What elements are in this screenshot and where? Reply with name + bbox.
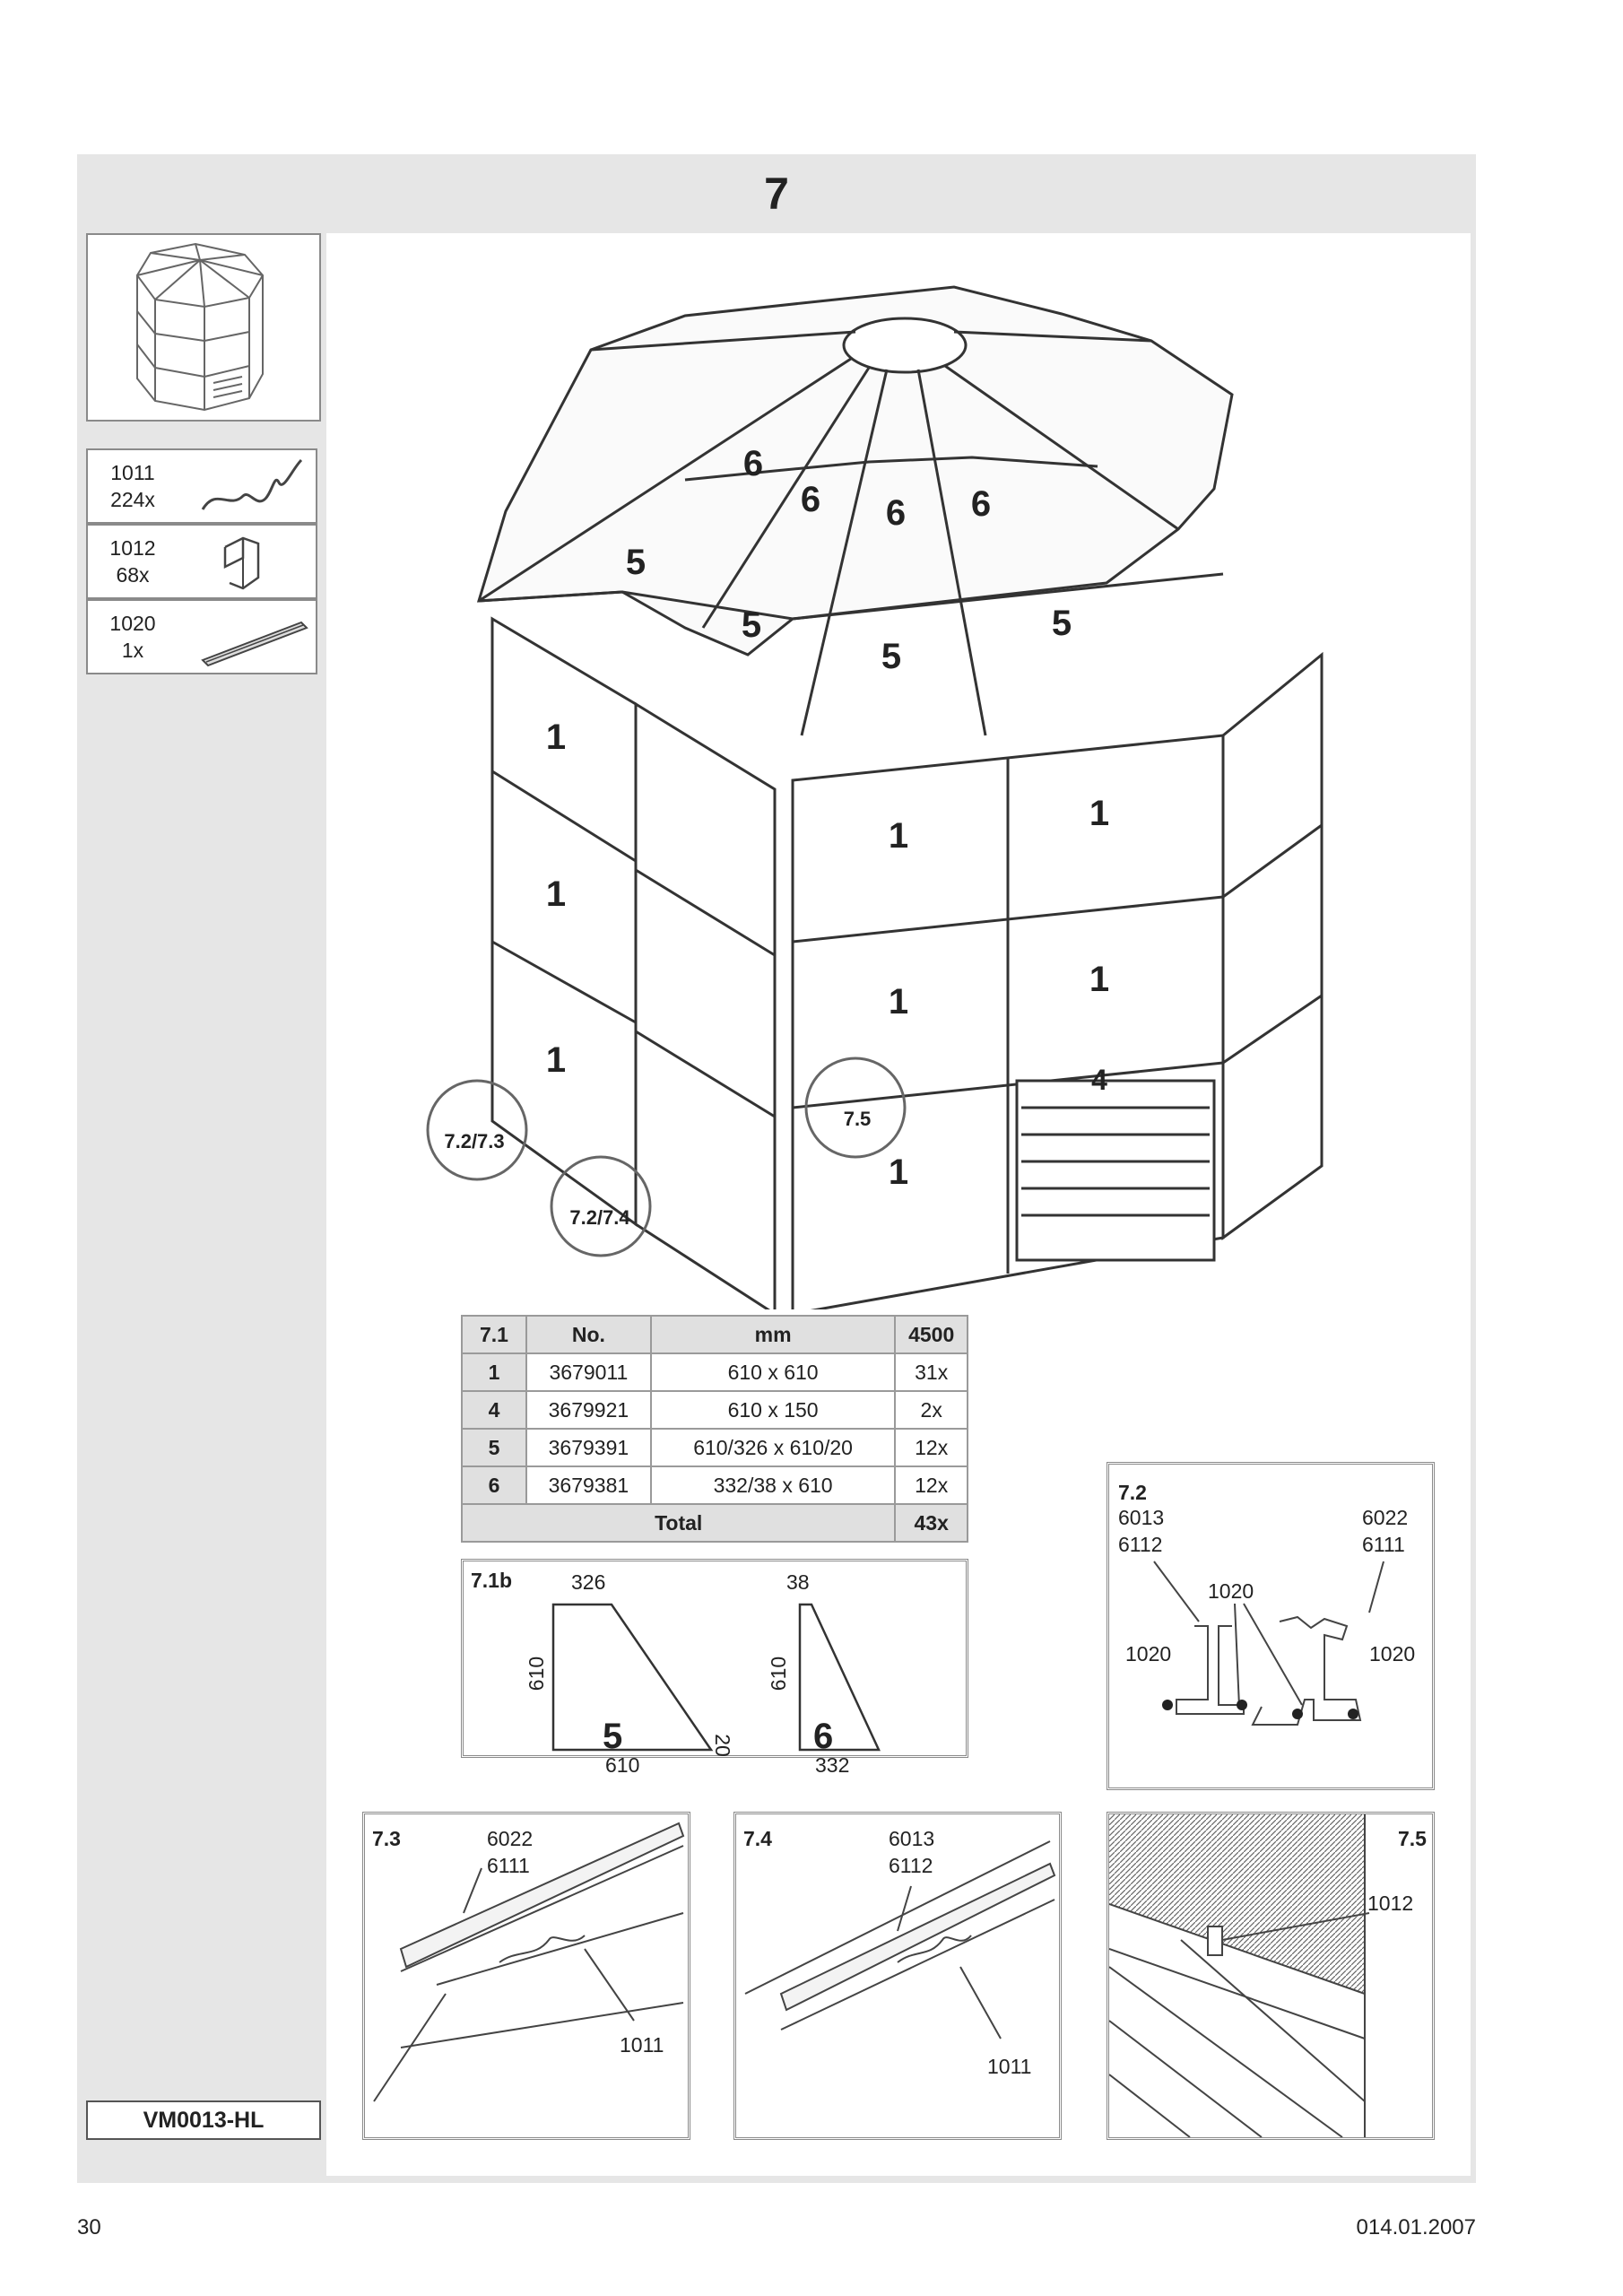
- profile-code: 6111: [487, 1854, 530, 1877]
- roof-label-5: 5: [741, 605, 762, 645]
- detail-7-2: [1107, 1462, 1435, 1790]
- profile-code: 6013: [1118, 1506, 1165, 1529]
- table-cell: 3679381: [526, 1466, 651, 1504]
- rubber-strip-icon: [194, 606, 310, 669]
- roof-label-5: 5: [881, 637, 902, 676]
- table-header-row: [462, 1316, 968, 1353]
- wall-label-1: 1: [545, 874, 567, 914]
- wall-label-1: 1: [545, 718, 567, 757]
- gasket-code: 1020: [1208, 1579, 1254, 1603]
- profile-code: 6112: [889, 1854, 933, 1877]
- profile-code: 6022: [487, 1827, 534, 1850]
- part-row-1020: [86, 599, 317, 674]
- wall-label-1: 1: [888, 1152, 909, 1192]
- part-code: 1012: [109, 536, 156, 560]
- table-cell: 610/326 x 610/20: [651, 1429, 896, 1466]
- wall-label-1: 1: [1089, 960, 1110, 999]
- clip-code: 1011: [620, 2033, 664, 2057]
- table-header: No.: [526, 1316, 651, 1353]
- panel-number: 6: [813, 1717, 834, 1756]
- table-cell: 3679391: [526, 1429, 651, 1466]
- callout-label: 7.2/7.4: [569, 1206, 630, 1229]
- table-cell: 4: [462, 1391, 526, 1429]
- table-cell: 332/38 x 610: [651, 1466, 896, 1504]
- table-cell: 5: [462, 1429, 526, 1466]
- panel-number: 5: [603, 1717, 623, 1756]
- page-date: 014.01.2007: [1356, 2215, 1476, 2239]
- dim-label: 20: [710, 1734, 734, 1757]
- table-cell: 12x: [895, 1429, 968, 1466]
- dim-label: 610: [605, 1753, 640, 1777]
- table-cell: 3679921: [526, 1391, 651, 1429]
- table-total-label: Total: [462, 1504, 895, 1542]
- detail-7-1b: [461, 1559, 968, 1777]
- clip-code: 1012: [1367, 1892, 1414, 1915]
- roof-label-6: 6: [885, 493, 907, 533]
- detail-label: 7.5: [1398, 1827, 1427, 1850]
- panel-label-4: 4: [1091, 1064, 1107, 1096]
- callout-label: 7.2/7.3: [444, 1130, 505, 1152]
- clip-code: 1011: [987, 2055, 1032, 2078]
- glazing-bar-detail-diagram: [365, 1814, 688, 2137]
- detail-7-5: [1107, 1812, 1435, 2140]
- detail-label: 7.1b: [471, 1569, 513, 1592]
- wall-label-1: 1: [888, 816, 909, 856]
- detail-label: 7.2: [1118, 1481, 1147, 1504]
- detail-label: 7.4: [743, 1827, 772, 1850]
- roof-label-5: 5: [1051, 604, 1072, 643]
- table-row: [462, 1391, 968, 1429]
- table-header: 7.1: [462, 1316, 526, 1353]
- dim-label: 38: [786, 1570, 810, 1594]
- table-header: mm: [651, 1316, 896, 1353]
- table-cell: 3679011: [526, 1353, 651, 1391]
- wall-label-1: 1: [1089, 794, 1110, 833]
- detail-label: 7.3: [372, 1827, 401, 1850]
- model-code: VM0013-HL: [86, 2100, 321, 2140]
- part-code: 1011: [110, 461, 155, 484]
- dim-label: 610: [767, 1656, 791, 1692]
- greenhouse-thumbnail: [86, 233, 321, 422]
- roof-label-5: 5: [625, 543, 647, 582]
- greenhouse-assembly-drawing: [326, 233, 1471, 1309]
- roof-label-6: 6: [742, 444, 764, 483]
- page-number: 30: [77, 2215, 101, 2239]
- profile-section-diagram: [1109, 1465, 1432, 1787]
- table-cell: 31x: [895, 1353, 968, 1391]
- profile-code: 6111: [1362, 1533, 1405, 1556]
- dim-label: 326: [571, 1570, 606, 1594]
- detail-7-4: [733, 1812, 1062, 2140]
- profile-code: 6112: [1118, 1533, 1163, 1556]
- profile-code: 6013: [889, 1827, 935, 1850]
- roof-label-6: 6: [800, 480, 821, 519]
- gasket-code: 1020: [1369, 1642, 1416, 1665]
- profile-code: 6022: [1362, 1506, 1409, 1529]
- table-row: [462, 1353, 968, 1391]
- table-header: 4500: [895, 1316, 968, 1353]
- dim-label: 610: [525, 1656, 549, 1692]
- detail-7-3: [362, 1812, 690, 2140]
- table-cell: 610 x 610: [651, 1353, 896, 1391]
- table-cell: 12x: [895, 1466, 968, 1504]
- table-total-qty: 43x: [895, 1504, 968, 1542]
- table-cell: 610 x 150: [651, 1391, 896, 1429]
- table-row: [462, 1466, 968, 1504]
- table-row: [462, 1429, 968, 1466]
- wire-clip-icon: [194, 456, 310, 518]
- parts-table: [461, 1315, 968, 1543]
- part-row-1011: [86, 448, 317, 524]
- glazing-bar-detail-diagram: [736, 1814, 1059, 2137]
- vent-clip-detail-diagram: [1109, 1814, 1432, 2137]
- greenhouse-thumbnail-icon: [88, 235, 319, 420]
- gasket-code: 1020: [1125, 1642, 1172, 1665]
- dim-label: 332: [815, 1753, 850, 1777]
- table-total-row: [462, 1504, 968, 1542]
- part-qty: 1x: [121, 639, 144, 662]
- part-row-1012: [86, 524, 317, 599]
- part-qty: 68x: [116, 563, 150, 587]
- step-number: 7: [764, 169, 789, 219]
- part-code: 1020: [109, 612, 156, 635]
- roof-label-6: 6: [970, 484, 992, 524]
- table-cell: 6: [462, 1466, 526, 1504]
- table-cell: 1: [462, 1353, 526, 1391]
- wall-label-1: 1: [545, 1040, 567, 1080]
- panel-clip-icon: [194, 531, 310, 594]
- wall-label-1: 1: [888, 982, 909, 1022]
- table-cell: 2x: [895, 1391, 968, 1429]
- part-qty: 224x: [110, 488, 155, 511]
- callout-label: 7.5: [843, 1108, 872, 1130]
